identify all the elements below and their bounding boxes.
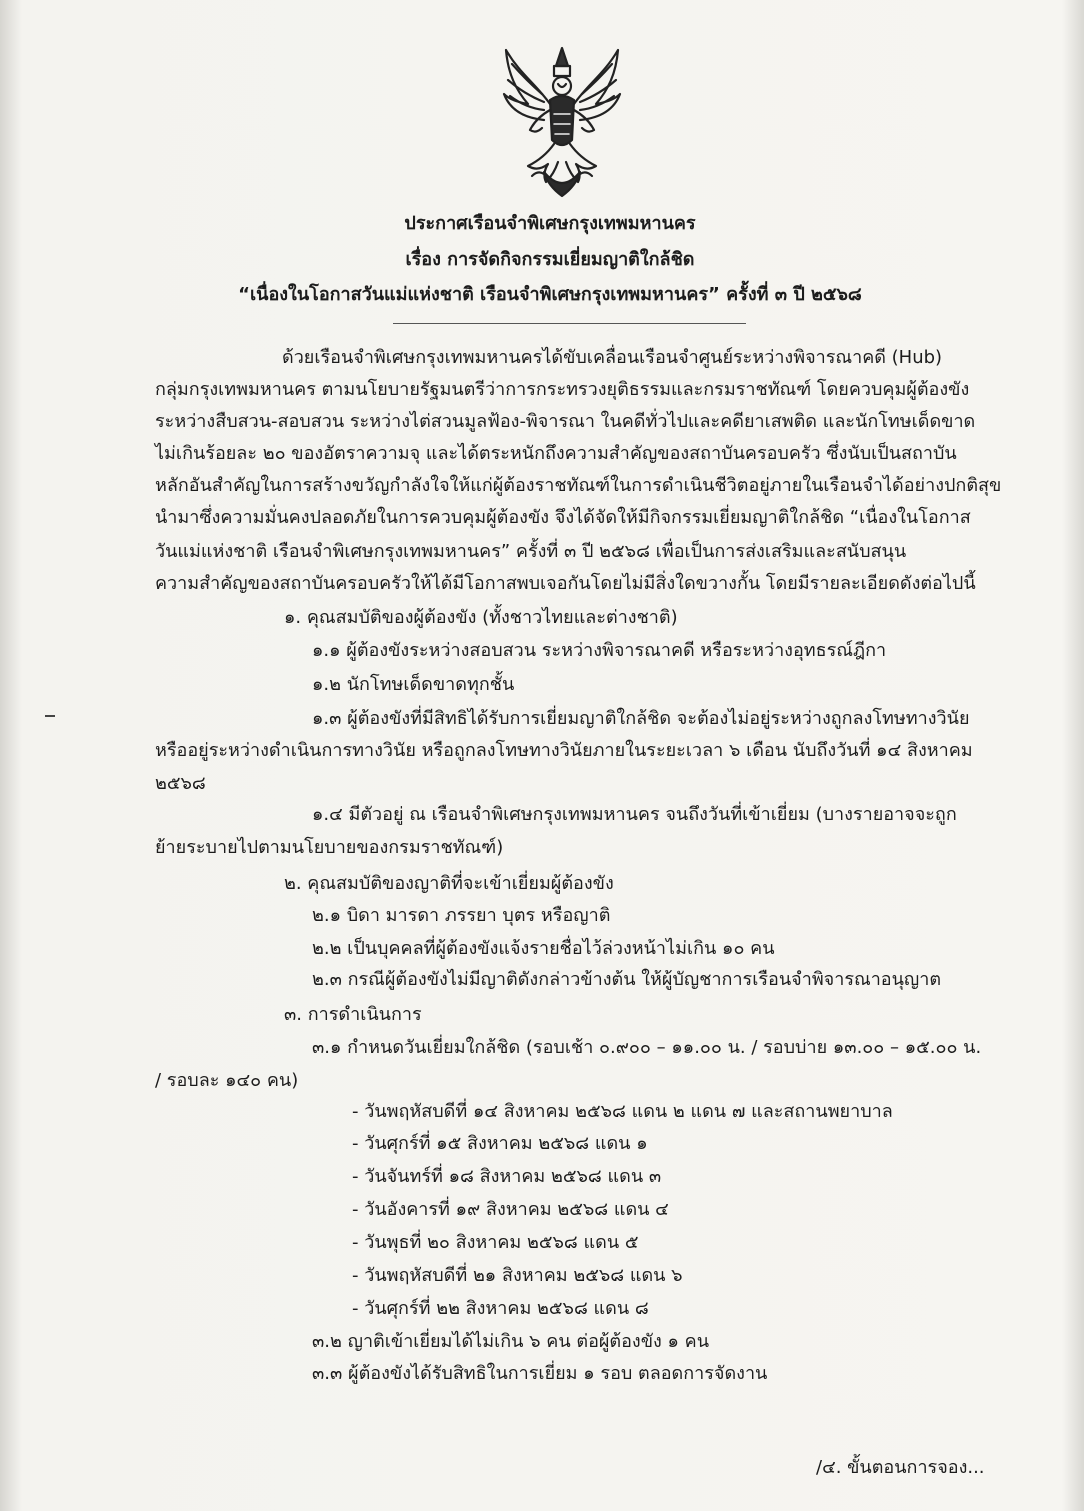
intro-line: ด้วยเรือนจำพิเศษกรุงเทพมหานครได้ขับเคลื่อนเรือนจำศูนย์ระหว่างพิจารณาคดี (Hub) (282, 347, 943, 368)
schedule-row: - วันศุกร์ที่ ๑๕ สิงหาคม ๒๕๖๘ แดน ๑ (352, 1133, 648, 1154)
section-2-item-1: ๒.๑ บิดา มารดา ภรรยา บุตร หรือญาติ (312, 905, 611, 926)
intro-line: กลุ่มกรุงเทพมหานคร ตามนโยบายรัฐมนตรีว่าการกระทรวงยุติธรรมและกรมราชทัณฑ์ โดยควบคุมผู้ต้องขัง (155, 379, 970, 400)
schedule-row: - วันจันทร์ที่ ๑๘ สิงหาคม ๒๕๖๘ แดน ๓ (352, 1166, 662, 1187)
section-1-item-3-line: ๒๕๖๘ (155, 773, 206, 794)
section-1-item-1: ๑.๑ ผู้ต้องขังระหว่างสอบสวน ระหว่างพิจารณาคดี หรือระหว่างอุทธรณ์ฎีกา (312, 640, 887, 661)
intro-line: ความสำคัญของสถาบันครอบครัวให้ได้มีโอกาสพบเจอกันโดยไม่มีสิ่งใดขวางกั้น โดยมีรายละเอียดดังต่อไปนี้ (155, 573, 976, 594)
section-3-item-1-line: / รอบละ ๑๔๐ คน) (155, 1070, 299, 1091)
intro-line: หลักอันสำคัญในการสร้างขวัญกำลังใจให้แก่ผู้ต้องราชทัณฑ์ในการดำเนินชีวิตอยู่ภายในเรือนจำได้อย่างปกติสุข (155, 475, 1002, 496)
section-1-title: ๑. คุณสมบัติของผู้ต้องขัง (ทั้งชาวไทยและต่างชาติ) (284, 607, 678, 628)
announcement-org-title: ประกาศเรือนจำพิเศษกรุงเทพมหานคร (404, 213, 696, 234)
schedule-row: - วันศุกร์ที่ ๒๒ สิงหาคม ๒๕๖๘ แดน ๘ (352, 1298, 649, 1319)
page-continuation-note: /๔. ขั้นตอนการจอง... (816, 1457, 985, 1478)
schedule-row: - วันพฤหัสบดีที่ ๑๔ สิงหาคม ๒๕๖๘ แดน ๒ แดน ๗ และสถานพยาบาล (352, 1101, 893, 1122)
intro-line: ไม่เกินร้อยละ ๒๐ ของอัตราความจุ และได้ตระหนักถึงความสำคัญของสถาบันครอบครัว ซึ่งนับเป็นสถาบัน (155, 443, 957, 464)
section-1-item-3-line: หรืออยู่ระหว่างดำเนินการทางวินัย หรือถูกลงโทษทางวินัยภายในระยะเวลา ๖ เดือน นับถึงวันที่ ๑๔ สิงหาคม (155, 740, 973, 761)
section-1-item-2: ๑.๒ นักโทษเด็ดขาดทุกชั้น (312, 674, 515, 695)
section-2-item-2: ๒.๒ เป็นบุคคลที่ผู้ต้องขังแจ้งรายชื่อไว้ล่วงหน้าไม่เกิน ๑๐ คน (312, 938, 775, 959)
section-1-item-3-line: ๑.๓ ผู้ต้องขังที่มีสิทธิได้รับการเยี่ยมญาติใกล้ชิด จะต้องไม่อยู่ระหว่างถูกลงโทษทางวินัย (312, 708, 970, 729)
announcement-event-title: “เนื่องในโอกาสวันแม่แห่งชาติ เรือนจำพิเศษกรุงเทพมหานคร” ครั้งที่ ๓ ปี ๒๕๖๘ (238, 284, 862, 305)
announcement-subject: เรื่อง การจัดกิจกรรมเยี่ยมญาติใกล้ชิด (405, 249, 695, 270)
section-1-item-4-line: ๑.๔ มีตัวอยู่ ณ เรือนจำพิเศษกรุงเทพมหานคร จนถึงวันที่เข้าเยี่ยม (บางรายอาจจะถูก (312, 804, 957, 825)
section-1-item-4-line: ย้ายระบายไปตามนโยบายของกรมราชทัณฑ์) (155, 837, 504, 858)
intro-line: นำมาซึ่งความมั่นคงปลอดภัยในการควบคุมผู้ต้องขัง จึงได้จัดให้มีกิจกรรมเยี่ยมญาติใกล้ชิด “เนื่องในโอกาส (155, 507, 971, 528)
section-2-title: ๒. คุณสมบัติของญาติที่จะเข้าเยี่ยมผู้ต้องขัง (284, 873, 614, 894)
heading-divider (393, 323, 746, 324)
garuda-emblem-icon (498, 44, 626, 200)
schedule-row: - วันอังคารที่ ๑๙ สิงหาคม ๒๕๖๘ แดน ๔ (352, 1199, 669, 1220)
section-3-item-3: ๓.๓ ผู้ต้องขังได้รับสิทธิในการเยี่ยม ๑ รอบ ตลอดการจัดงาน (312, 1363, 768, 1384)
section-2-item-3: ๒.๓ กรณีผู้ต้องขังไม่มีญาติดังกล่าวข้างต้น ให้ผู้บัญชาการเรือนจำพิจารณาอนุญาต (312, 969, 942, 990)
section-3-title: ๓. การดำเนินการ (284, 1004, 422, 1025)
intro-line: วันแม่แห่งชาติ เรือนจำพิเศษกรุงเทพมหานคร” ครั้งที่ ๓ ปี ๒๕๖๘ เพื่อเป็นการส่งเสริมและสนับสนุน (155, 541, 907, 562)
intro-line: ระหว่างสืบสวน-สอบสวน ระหว่างไต่สวนมูลฟ้อง-พิจารณา ในคดีทั่วไปและคดียาเสพติด และนักโทษเด็ดขาด (155, 411, 976, 432)
schedule-row: - วันพฤหัสบดีที่ ๒๑ สิงหาคม ๒๕๖๘ แดน ๖ (352, 1265, 683, 1286)
section-3-item-1-line: ๓.๑ กำหนดวันเยี่ยมใกล้ชิด (รอบเช้า ๐.๙๐๐ – ๑๑.๐๐ น. / รอบบ่าย ๑๓.๐๐ – ๑๕.๐๐ น. (312, 1037, 982, 1058)
scan-mark (45, 715, 55, 717)
schedule-row: - วันพุธที่ ๒๐ สิงหาคม ๒๕๖๘ แดน ๕ (352, 1232, 639, 1253)
section-3-item-2: ๓.๒ ญาติเข้าเยี่ยมได้ไม่เกิน ๖ คน ต่อผู้ต้องขัง ๑ คน (312, 1331, 710, 1352)
